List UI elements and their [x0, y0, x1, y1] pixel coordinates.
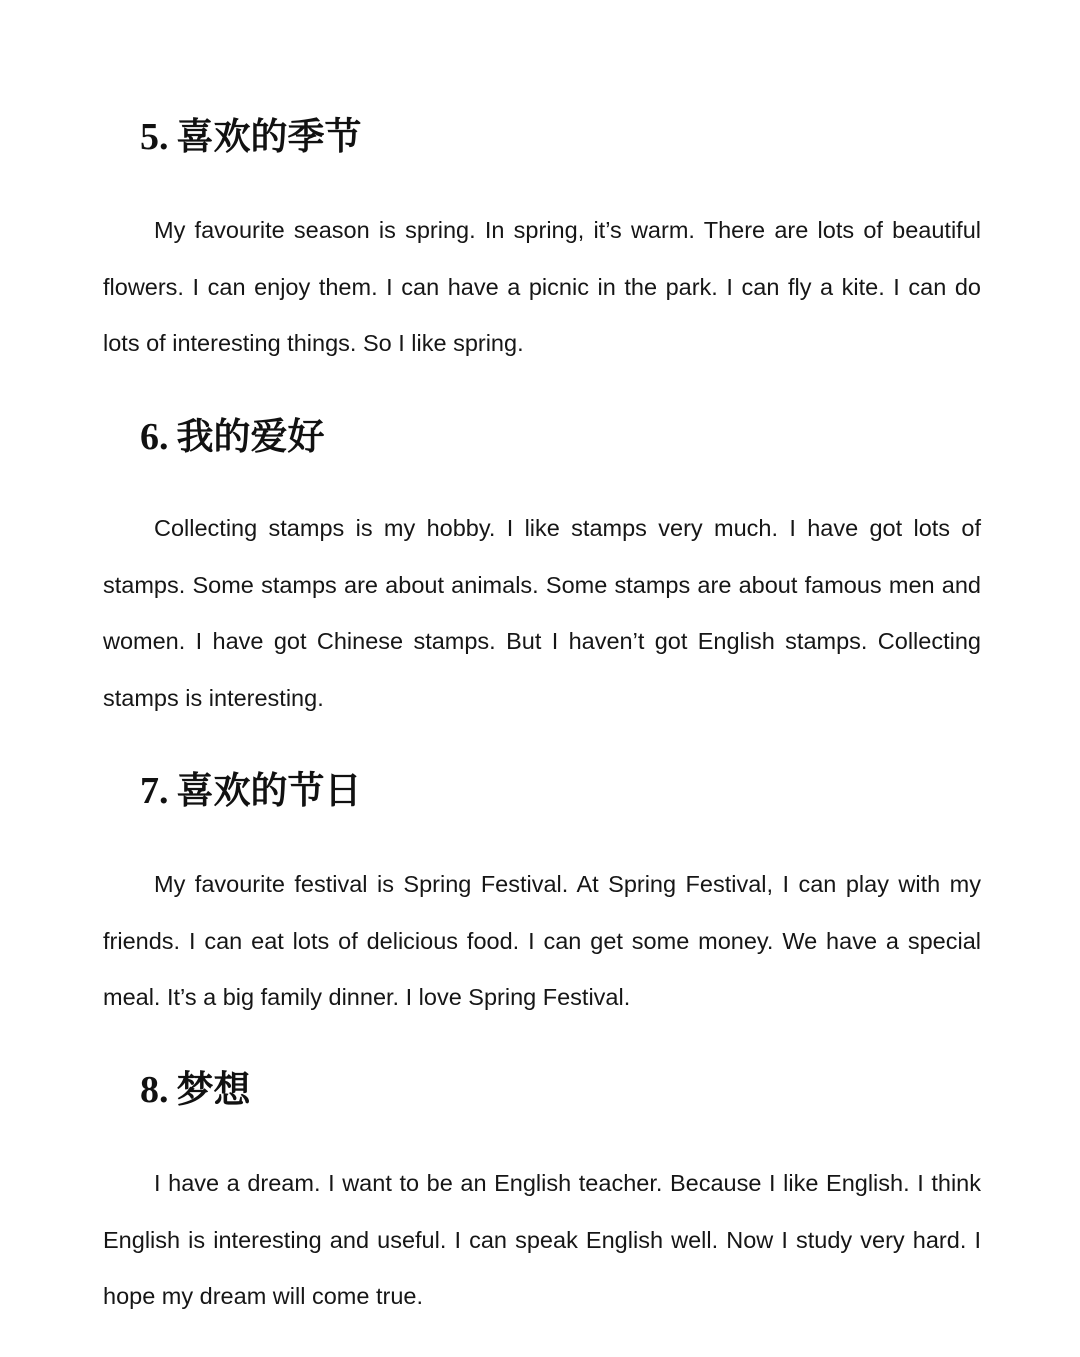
section-title: 喜欢的节日 [176, 768, 362, 812]
section-heading-favourite-festival [140, 768, 362, 813]
section-title: 梦想 [176, 1067, 251, 1111]
section-heading-dream [140, 1067, 251, 1112]
section-number: 6. [140, 416, 169, 458]
section-number: 8. [140, 1069, 169, 1111]
section-paragraph-dream: I have a dream. I want to be an English teacher. Because I like English. I think English is interesting and useful. I can speak English well. Now I study very hard. I hope my dream will come true. [103, 1170, 981, 1310]
section-title: 我的爱好 [176, 414, 325, 458]
section-paragraph-my-hobby: Collecting stamps is my hobby. I like stamps very much. I have got lots of stamps. Some stamps are about animals. Some stamps are about famous men and women. I have got Chinese stamps. But I haven’t got English stamps. Collecting stamps is interesting. [103, 515, 981, 712]
section-paragraph-favourite-festival: My favourite festival is Spring Festival. At Spring Festival, I can play with my friends. I can eat lots of delicious food. I can get some money. We have a special meal. It’s a big family dinner. I love Spring Festival. [103, 871, 981, 1011]
section-heading-my-hobby [140, 414, 325, 459]
section-paragraph-favourite-season: My favourite season is spring. In spring, it’s warm. There are lots of beautiful flowers. I can enjoy them. I can have a picnic in the park. I can fly a kite. I can do lots of interesting things. So I like spring. [103, 217, 981, 357]
section-title: 喜欢的季节 [176, 114, 362, 158]
section-number: 5. [140, 116, 169, 158]
section-heading-favourite-season [140, 114, 362, 159]
section-number: 7. [140, 770, 169, 812]
